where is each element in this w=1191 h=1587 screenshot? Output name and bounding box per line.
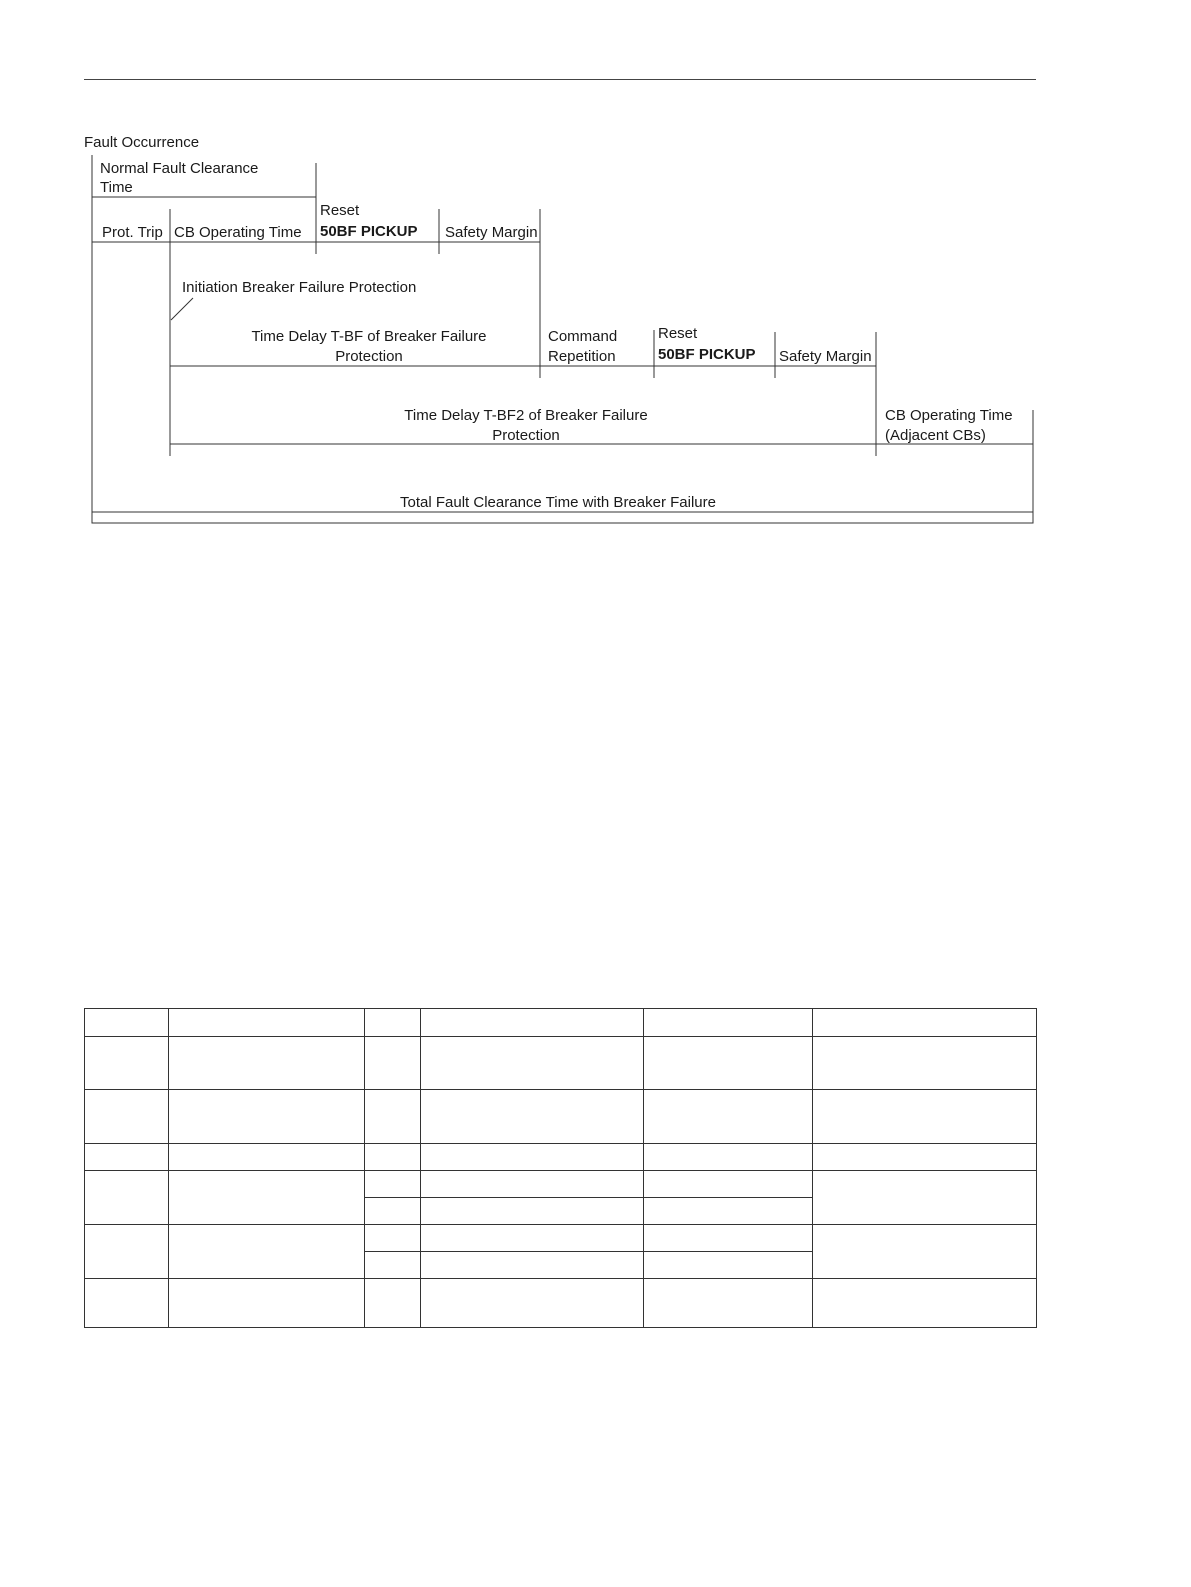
cb-operating-time-label: CB Operating Time	[174, 224, 302, 241]
command-label-line1: Command	[548, 328, 618, 345]
table-cell	[644, 1279, 813, 1328]
table-cell	[644, 1198, 813, 1225]
table-row	[85, 1225, 1037, 1252]
reset-label-1: Reset	[320, 202, 360, 219]
table-cell	[421, 1037, 644, 1090]
table-cell	[365, 1037, 421, 1090]
breaker-failure-timing-diagram	[0, 0, 1191, 560]
tbf2-label-line1: Time Delay T-BF2 of Breaker Failure	[404, 407, 648, 424]
table-cell	[421, 1090, 644, 1144]
table-cell	[644, 1009, 813, 1037]
table-cell	[813, 1225, 1037, 1279]
table-cell	[85, 1090, 169, 1144]
table-cell	[365, 1144, 421, 1171]
table-cell	[644, 1252, 813, 1279]
table-cell	[365, 1279, 421, 1328]
table-row	[85, 1171, 1037, 1198]
table-cell	[365, 1009, 421, 1037]
table-cell	[421, 1225, 644, 1252]
table-cell	[813, 1037, 1037, 1090]
initiation-pointer	[171, 298, 193, 320]
table-cell	[365, 1252, 421, 1279]
safety-margin-label-1: Safety Margin	[445, 224, 538, 241]
normal-clearance-label-line1: Normal Fault Clearance	[100, 160, 259, 177]
fault-occurrence-label: Fault Occurrence	[84, 134, 200, 151]
table-cell	[813, 1144, 1037, 1171]
adjacent-cb-label-line1: CB Operating Time	[885, 407, 1013, 424]
table-row	[85, 1279, 1037, 1328]
prot-trip-label: Prot. Trip	[102, 224, 163, 241]
safety-margin-label-2: Safety Margin	[779, 348, 872, 365]
table-cell	[644, 1037, 813, 1090]
pickup-label-2: 50BF PICKUP	[658, 346, 756, 363]
table-cell	[85, 1171, 169, 1225]
table-row	[85, 1009, 1037, 1037]
table-cell	[85, 1037, 169, 1090]
table-cell	[813, 1090, 1037, 1144]
table-cell	[365, 1090, 421, 1144]
pickup-label-1: 50BF PICKUP	[320, 223, 418, 240]
table-row	[85, 1090, 1037, 1144]
table-cell	[169, 1090, 365, 1144]
table-cell	[169, 1225, 365, 1279]
table-cell	[644, 1144, 813, 1171]
table-cell	[85, 1009, 169, 1037]
reset-label-2: Reset	[658, 325, 698, 342]
table-cell	[169, 1279, 365, 1328]
tbf-label-line2: Protection	[335, 348, 403, 365]
table-cell	[644, 1171, 813, 1198]
total-bar	[92, 512, 1033, 523]
settings-table	[84, 1008, 1037, 1328]
table-cell	[421, 1009, 644, 1037]
table-cell	[813, 1279, 1037, 1328]
tbf-label-line1: Time Delay T-BF of Breaker Failure	[251, 328, 487, 345]
table-cell	[85, 1225, 169, 1279]
table-cell	[421, 1171, 644, 1198]
table-cell	[169, 1037, 365, 1090]
adjacent-cb-label-line2: (Adjacent CBs)	[885, 427, 986, 444]
initiation-label: Initiation Breaker Failure Protection	[182, 279, 417, 296]
table-cell	[421, 1144, 644, 1171]
table-cell	[365, 1225, 421, 1252]
command-label-line2: Repetition	[548, 348, 616, 365]
table-cell	[365, 1198, 421, 1225]
table-cell	[169, 1144, 365, 1171]
table-row	[85, 1144, 1037, 1171]
table-cell	[169, 1171, 365, 1225]
tbf2-label-line2: Protection	[492, 427, 560, 444]
table-cell	[365, 1171, 421, 1198]
table-cell	[421, 1198, 644, 1225]
table-cell	[421, 1279, 644, 1328]
table-cell	[421, 1252, 644, 1279]
table-cell	[813, 1009, 1037, 1037]
total-clearance-label: Total Fault Clearance Time with Breaker Failure	[400, 494, 716, 511]
table-row	[85, 1037, 1037, 1090]
normal-clearance-label-line2: Time	[100, 179, 133, 196]
table-cell	[644, 1225, 813, 1252]
table-cell	[813, 1171, 1037, 1225]
table-cell	[85, 1279, 169, 1328]
table-cell	[644, 1090, 813, 1144]
table-cell	[85, 1144, 169, 1171]
table-cell	[169, 1009, 365, 1037]
